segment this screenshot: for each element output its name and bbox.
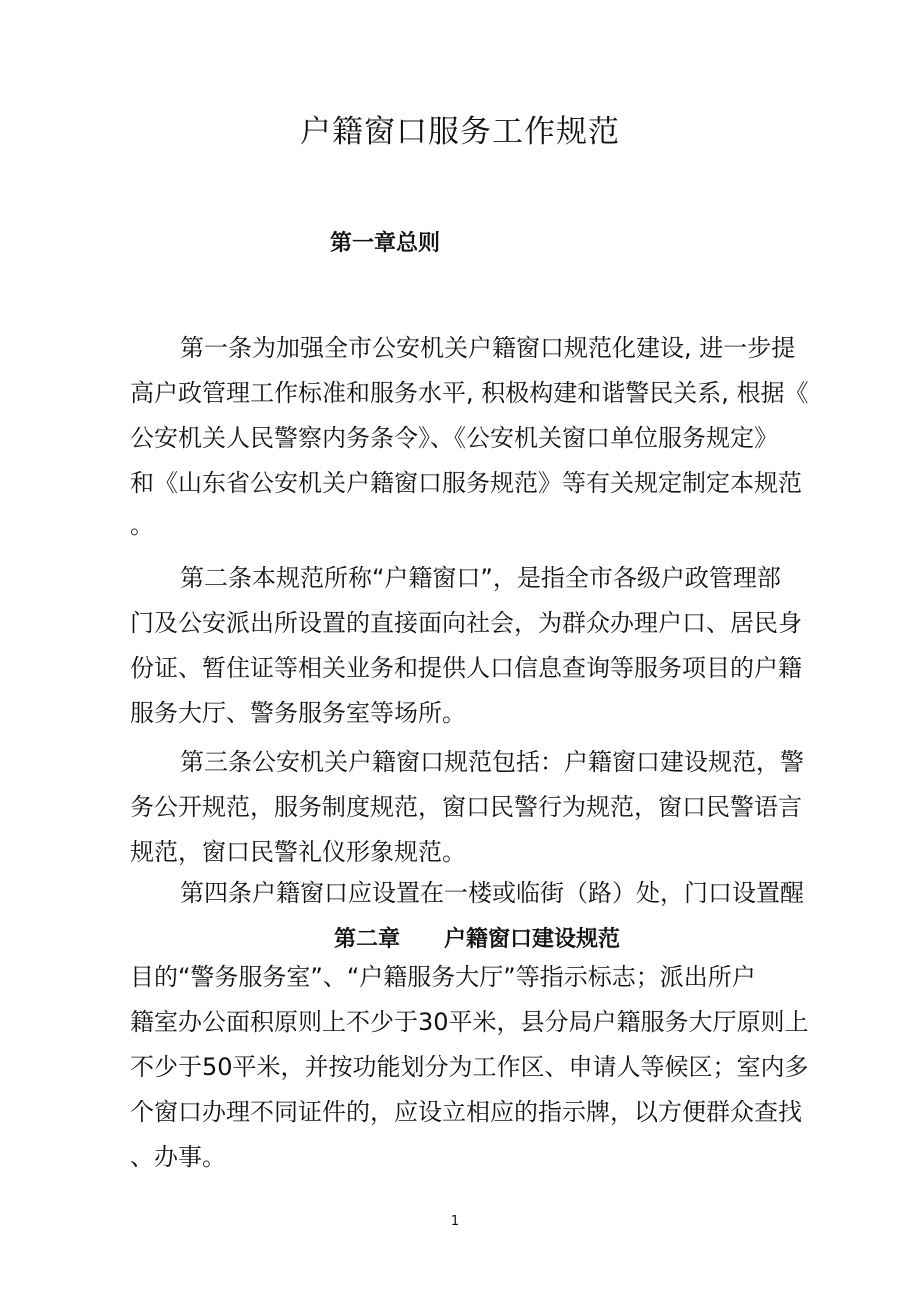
text-line: 份证、暂住证等相关业务和提供人口信息查询等服务项目的户籍 — [130, 654, 802, 682]
text-line: 公安机关人民警察内务条令》、《公安机关窗口单位服务规定》 — [130, 424, 778, 452]
text-line: 第一条为加强全市公安机关户籍窗口规范化建设, 进一步提 — [180, 334, 796, 362]
text-line: 服务大厅、警务服务室等场所。 — [130, 699, 466, 727]
chapter-heading-1: 第一章总则 — [330, 231, 441, 256]
text-line: 籍室办公面积原则上不少于30平米，县分局户籍服务大厅原则上 — [130, 1008, 809, 1036]
text-line: 门及公安派出所设置的直接面向社会，为群众办理户口、居民身 — [130, 609, 802, 637]
text-line: 不少于50平米，并按功能划分为工作区、申请人等候区；室内多 — [130, 1053, 809, 1081]
text-line: 目的“警务服务室”、“户籍服务大厅”等指示标志；派出所户 — [130, 963, 756, 991]
text-line: 个窗口办理不同证件的，应设立相应的指示牌，以方便群众查找 — [130, 1098, 802, 1126]
text-line: 务公开规范，服务制度规范，窗口民警行为规范，窗口民警语言 — [130, 793, 802, 821]
text-line: 高户政管理工作标准和服务水平, 积极构建和谐警民关系, 根据《 — [130, 379, 809, 407]
text-line: 第四条户籍窗口应设置在一楼或临街（路）处，门口设置醒 — [180, 879, 804, 907]
text-line: 、办事。 — [130, 1143, 226, 1171]
text-line: 和《山东省公安机关户籍窗口服务规范》等有关规定制定本规范 — [130, 469, 802, 497]
page-number: 1 — [450, 1214, 460, 1229]
text-line: 第二条本规范所称“户籍窗口”，是指全市各级户政管理部 — [180, 564, 781, 592]
chapter-heading-2: 第二章 户籍窗口建设规范 — [334, 927, 621, 952]
document-title: 户籍窗口服务工作规范 — [300, 114, 620, 150]
text-line: 规范，窗口民警礼仪形象规范。 — [130, 838, 466, 866]
text-line: 第三条公安机关户籍窗口规范包括：户籍窗口建设规范，警 — [180, 748, 804, 776]
text-line: 。 — [130, 511, 154, 539]
